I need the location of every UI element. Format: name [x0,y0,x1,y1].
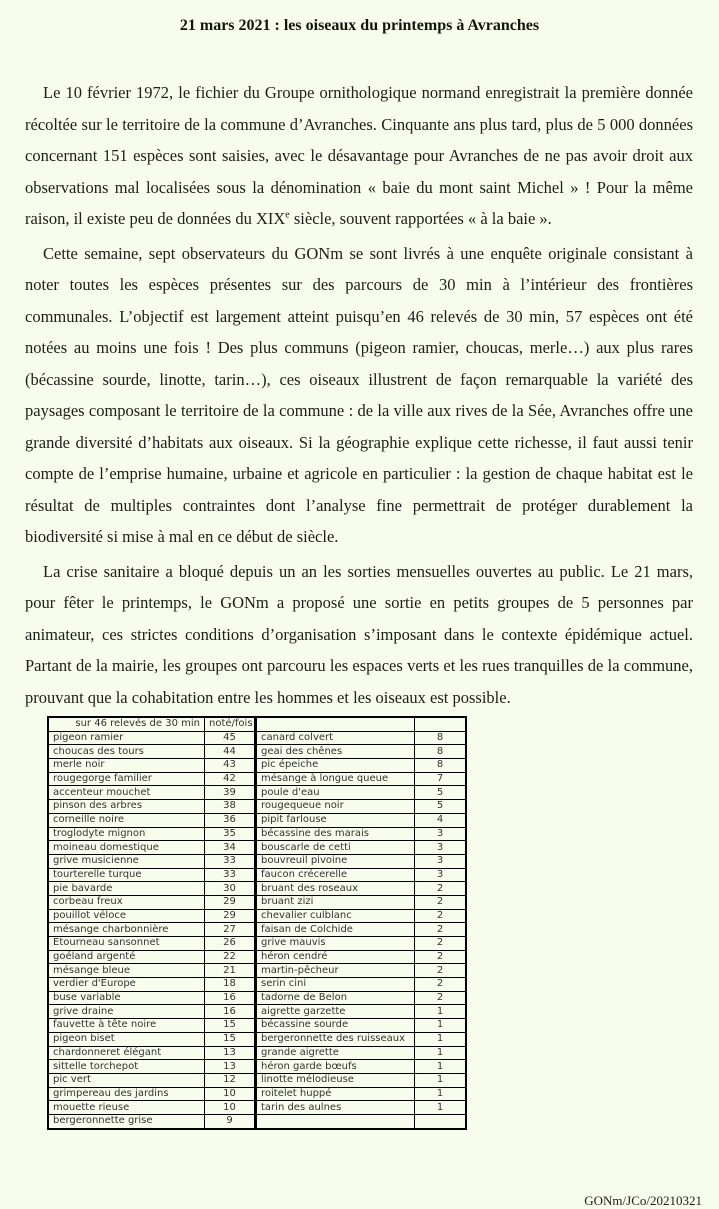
species-name-cell: bouvreuil pivoine [256,854,415,868]
paragraph-1-text-end: siècle, souvent rapportées « à la baie ». [289,209,552,228]
species-name-cell: serin cini [256,978,415,992]
count-cell: 1 [415,1032,467,1046]
species-name-cell: verdier d'Europe [48,978,205,992]
table-row [48,895,466,909]
table-row [48,1073,466,1087]
species-name-cell: pie bavarde [48,882,205,896]
table-row [48,813,466,827]
count-cell: 34 [205,841,256,855]
count-cell: 33 [205,868,256,882]
table-row [48,854,466,868]
paragraph-1 [25,77,693,235]
species-name-cell: pigeon biset [48,1032,205,1046]
count-cell: 7 [415,772,467,786]
species-name-cell: tarin des aulnes [256,1101,415,1115]
table-row [48,909,466,923]
species-name-cell: bergeronnette des ruisseaux [256,1032,415,1046]
count-cell: 43 [205,759,256,773]
page-title: 21 mars 2021 : les oiseaux du printemps à Avranches [179,17,540,34]
count-cell: 1 [415,1087,467,1101]
count-cell: 15 [205,1019,256,1033]
count-cell: 33 [205,854,256,868]
species-name-cell: mésange à longue queue [256,772,415,786]
species-name-cell: goéland argenté [48,950,205,964]
count-cell: 16 [205,991,256,1005]
species-name-cell: corbeau freux [48,895,205,909]
species-name-cell: aigrette garzette [256,1005,415,1019]
species-name-cell: choucas des tours [48,745,205,759]
count-cell: 22 [205,950,256,964]
table-body [48,731,466,1128]
table-row [48,841,466,855]
count-cell: 15 [205,1032,256,1046]
species-name-cell: canard colvert [256,731,415,745]
table-row [48,1032,466,1046]
table-row [48,882,466,896]
count-cell: 8 [415,731,467,745]
species-name-cell: pipit farlouse [256,813,415,827]
header-empty-species [256,717,415,731]
species-name-cell: bouscarle de cetti [256,841,415,855]
species-name-cell: grive musicienne [48,854,205,868]
species-name-cell: roitelet huppé [256,1087,415,1101]
count-cell: 16 [205,1005,256,1019]
species-name-cell: chardonneret élégant [48,1046,205,1060]
count-cell: 1 [415,1005,467,1019]
table-row [48,1019,466,1033]
species-name-cell: tourterelle turque [48,868,205,882]
species-name-cell: fauvette à tête noire [48,1019,205,1033]
table-row [48,1046,466,1060]
table-row [48,731,466,745]
paragraph-3: La crise sanitaire a bloqué depuis un an les sorties mensuelles ouvertes au public. Le 21 mars, pour fêter le printemps, le GONm a proposé une sortie en petits groupes de 5 personnes par animateur, ces strictes conditions d’organisation s’imposant dans le contexte épidémique actuel. Partant de la mairie, les groupes ont parcouru les espaces verts et les rues tranquilles de la commune, prouvant que la cohabitation entre les hommes et les oiseaux est possible. [25,561,693,707]
species-name-cell: pic épeiche [256,759,415,773]
table-row [48,759,466,773]
species-name-cell: bergeronnette grise [48,1114,205,1128]
table-row [48,800,466,814]
header-surveys-label: sur 46 relevés de 30 min [48,717,205,731]
table-row [48,1114,466,1128]
table-row [48,937,466,951]
species-name-cell: mésange charbonnière [48,923,205,937]
count-cell: 2 [415,923,467,937]
species-name-cell: grande aigrette [256,1046,415,1060]
count-cell: 21 [205,964,256,978]
table-row [48,1005,466,1019]
count-cell: 2 [415,964,467,978]
species-name-cell: Etourneau sansonnet [48,937,205,951]
count-cell: 8 [415,759,467,773]
species-name-cell: accenteur mouchet [48,786,205,800]
table-row [48,991,466,1005]
species-name-cell: pigeon ramier [48,731,205,745]
species-name-cell: grimpereau des jardins [48,1087,205,1101]
species-name-cell: corneille noire [48,813,205,827]
paragraph-1-text-start: Le 10 février 1972, le fichier du Groupe ornithologique normand enregistrait la première donnée récoltée sur le territoire de la commune d’Avranches. Cinquante ans plus tard, plus de 5 000 données concernant 151 espèces sont saisies, avec le désavantage pour Avranches de ne pas avoir droit aux observations mal localisées sous la dénomination « baie du mont saint Michel » ! Pour la même raison, il existe peu de données du XIX [25,83,693,228]
count-cell: 3 [415,841,467,855]
table-row [48,868,466,882]
species-name-cell: rougegorge familier [48,772,205,786]
species-name-cell: moineau domestique [48,841,205,855]
count-cell: 44 [205,745,256,759]
count-cell: 35 [205,827,256,841]
table-header-row [48,717,466,731]
table-row [48,827,466,841]
count-cell: 30 [205,882,256,896]
table-row [48,1060,466,1074]
species-name-cell: merle noir [48,759,205,773]
species-name-cell: poule d'eau [256,786,415,800]
species-name-cell: grive draine [48,1005,205,1019]
species-name-cell: rougequeue noir [256,800,415,814]
count-cell: 10 [205,1087,256,1101]
table-row [48,772,466,786]
table-row [48,978,466,992]
count-cell: 3 [415,868,467,882]
bird-survey-table [47,716,467,1130]
species-name-cell: troglodyte mignon [48,827,205,841]
count-cell: 4 [415,813,467,827]
count-cell [415,1114,467,1128]
species-name-cell: chevalier culblanc [256,909,415,923]
species-name-cell: héron garde bœufs [256,1060,415,1074]
species-name-cell: mouette rieuse [48,1101,205,1115]
table-row [48,745,466,759]
count-cell: 13 [205,1060,256,1074]
species-name-cell: faucon crécerelle [256,868,415,882]
species-name-cell: buse variable [48,991,205,1005]
count-cell: 2 [415,937,467,951]
header-noted-label: noté/fois [205,717,256,731]
table-header [48,717,466,731]
count-cell: 3 [415,827,467,841]
species-name-cell: geai des chênes [256,745,415,759]
count-cell: 45 [205,731,256,745]
paragraph-2: Cette semaine, sept observateurs du GONm se sont livrés à une enquête originale consistant à noter toutes les espèces présentes sur des parcours de 30 min à l’intérieur des frontières communales. L’objectif est largement atteint puisqu’en 46 relevés de 30 min, 57 espèces ont été notées au moins une fois ! Des plus communs (pigeon ramier, choucas, merle…) aux plus rares (bécassine sourde, linotte, tarin…), ces oiseaux illustrent de façon remarquable la variété des paysages composant le territoire de la commune : de la ville aux rives de la Sée, Avranches offre une grande diversité d’habitats aux oiseaux. Si la géographie explique cette richesse, il faut aussi tenir compte de l’emprise humaine, urbaine et agricole en particulier : la gestion de chaque habitat est le résultat de multiples contraintes dont l’analyse fine permettrait de protéger durablement la biodiversité si mise à mal en ce début de siècle. [25,243,693,546]
count-cell: 1 [415,1101,467,1115]
count-cell: 1 [415,1046,467,1060]
count-cell: 29 [205,909,256,923]
count-cell: 8 [415,745,467,759]
count-cell: 29 [205,895,256,909]
table-row [48,786,466,800]
count-cell: 2 [415,882,467,896]
species-name-cell: héron cendré [256,950,415,964]
count-cell: 3 [415,854,467,868]
count-cell: 2 [415,909,467,923]
article-body [25,77,693,713]
count-cell: 18 [205,978,256,992]
count-cell: 10 [205,1101,256,1115]
species-name-cell: bruant zizi [256,895,415,909]
ordinal-superscript: e [285,209,290,221]
species-name-cell: tadorne de Belon [256,991,415,1005]
count-cell: 2 [415,895,467,909]
count-cell: 26 [205,937,256,951]
count-cell: 9 [205,1114,256,1128]
species-name-cell: martin-pêcheur [256,964,415,978]
count-cell: 1 [415,1060,467,1074]
header-empty-count [415,717,467,731]
table-row [48,1087,466,1101]
species-name-cell: sittelle torchepot [48,1060,205,1074]
count-cell: 42 [205,772,256,786]
species-name-cell: grive mauvis [256,937,415,951]
count-cell: 2 [415,950,467,964]
count-cell: 12 [205,1073,256,1087]
species-name-cell [256,1114,415,1128]
count-cell: 5 [415,786,467,800]
table-row [48,964,466,978]
species-name-cell: faisan de Colchide [256,923,415,937]
count-cell: 27 [205,923,256,937]
species-name-cell: pic vert [48,1073,205,1087]
species-name-cell: bécassine sourde [256,1019,415,1033]
table-row [48,950,466,964]
count-cell: 38 [205,800,256,814]
species-name-cell: bécassine des marais [256,827,415,841]
count-cell: 1 [415,1073,467,1087]
species-name-cell: pouillot véloce [48,909,205,923]
count-cell: 2 [415,991,467,1005]
species-name-cell: linotte mélodieuse [256,1073,415,1087]
table-row [48,1101,466,1115]
species-name-cell: bruant des roseaux [256,882,415,896]
species-name-cell: pinson des arbres [48,800,205,814]
count-cell: 5 [415,800,467,814]
count-cell: 2 [415,978,467,992]
count-cell: 36 [205,813,256,827]
document-reference: GONm/JCo/20210321 [584,1193,702,1208]
table-row [48,923,466,937]
count-cell: 13 [205,1046,256,1060]
count-cell: 1 [415,1019,467,1033]
species-name-cell: mésange bleue [48,964,205,978]
count-cell: 39 [205,786,256,800]
